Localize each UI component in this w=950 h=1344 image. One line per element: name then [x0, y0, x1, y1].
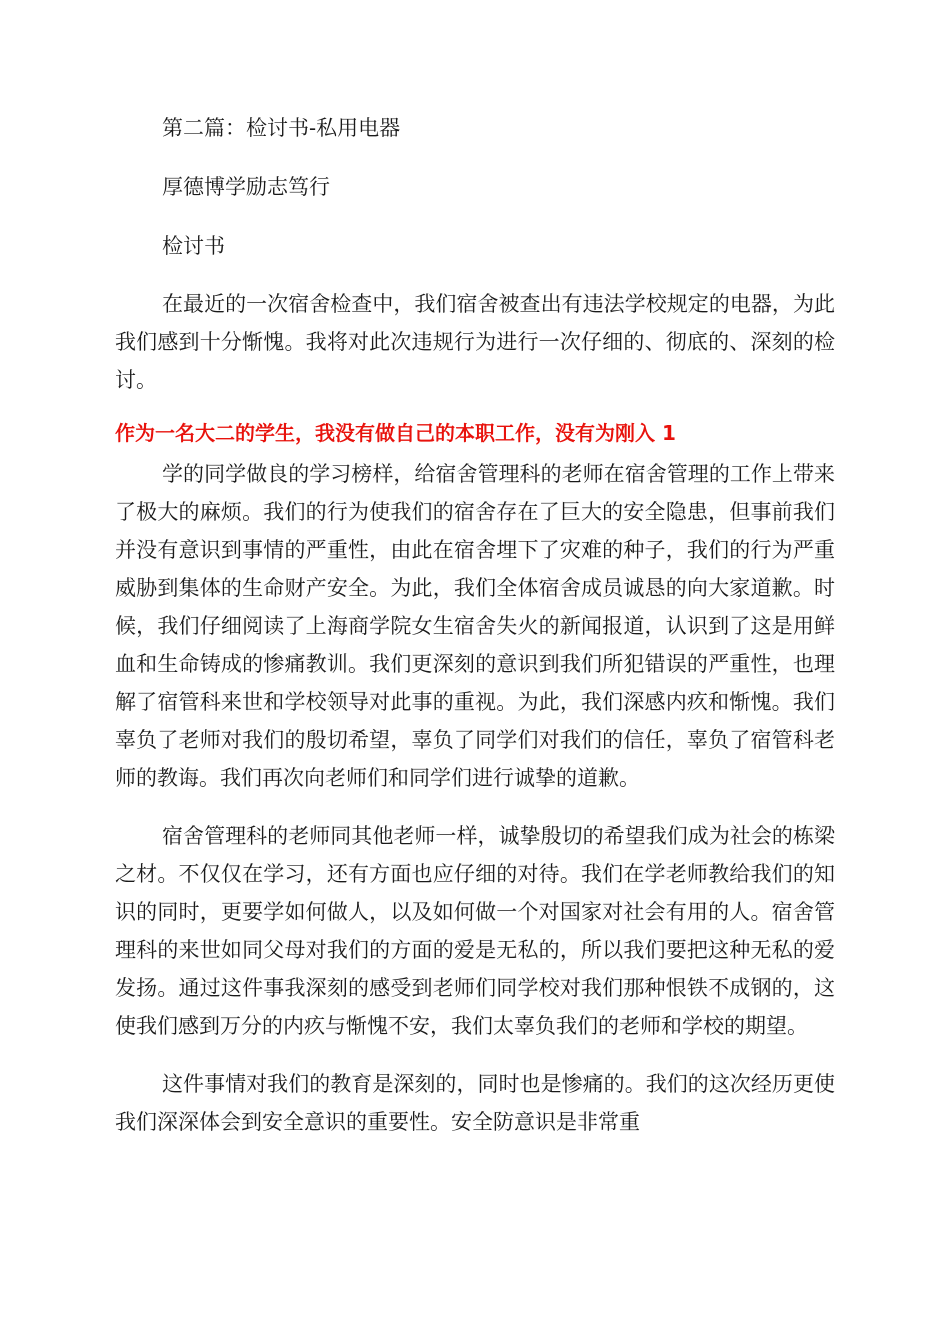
- school-motto: 厚德博学励志笃行: [162, 175, 330, 199]
- section-heading: 第二篇：检讨书-私用电器: [162, 116, 401, 140]
- body-paragraph-1: 学的同学做良的学习榜样，给宿舍管理科的老师在宿舍管理的工作上带来了极大的麻烦。我们的行为使我们的宿舍存在了巨大的安全隐患，但事前我们并没有意识到事情的严重性，由此在宿舍埋下了灾难的种子，我们的行为严重威胁到集体的生命财产安全。为此，我们全体宿舍成员诚恳的向大家道歉。时候，我们仔细阅读了上海商学院女生宿舍失火的新闻报道，认识到了这是用鲜血和生命铸成的惨痛教训。我们更深刻的意识到我们所犯错误的严重性，也理解了宿管科来世和学校领导对此事的重视。为此，我们深感内疚和惭愧。我们辜负了老师对我们的殷切希望，辜负了同学们对我们的信任，辜负了宿管科老师的教诲。我们再次向老师们和同学们进行诚挚的道歉。: [115, 462, 835, 790]
- highlighted-sentence: 作为一名大二的学生，我没有做自己的本职工作，没有为刚入 1: [115, 421, 676, 445]
- document-body: [115, 108, 835, 1141]
- document-title: 检讨书: [162, 234, 225, 258]
- intro-paragraph: 在最近的一次宿舍检查中，我们宿舍被查出有违法学校规定的电器，为此我们感到十分惭愧。我将对此次违规行为进行一次仔细的、彻底的、深刻的检讨。: [115, 292, 835, 392]
- body-paragraph-3: 这件事情对我们的教育是深刻的，同时也是惨痛的。我们的这次经历更使我们深深体会到安全意识的重要性。安全防意识是非常重: [115, 1072, 835, 1134]
- body-paragraph-2: 宿舍管理科的老师同其他老师一样，诚挚殷切的希望我们成为社会的栋梁之材。不仅仅在学习，还有方面也应仔细的对待。我们在学老师教给我们的知识的同时，更要学如何做人，以及如何做一个对国家对社会有用的人。宿舍管理科的来世如同父母对我们的方面的爱是无私的，所以我们要把这种无私的爱发扬。通过这件事我深刻的感受到老师们同学校对我们那种恨铁不成钢的，这使我们感到万分的内疚与惭愧不安，我们太辜负我们的老师和学校的期望。: [115, 824, 835, 1038]
